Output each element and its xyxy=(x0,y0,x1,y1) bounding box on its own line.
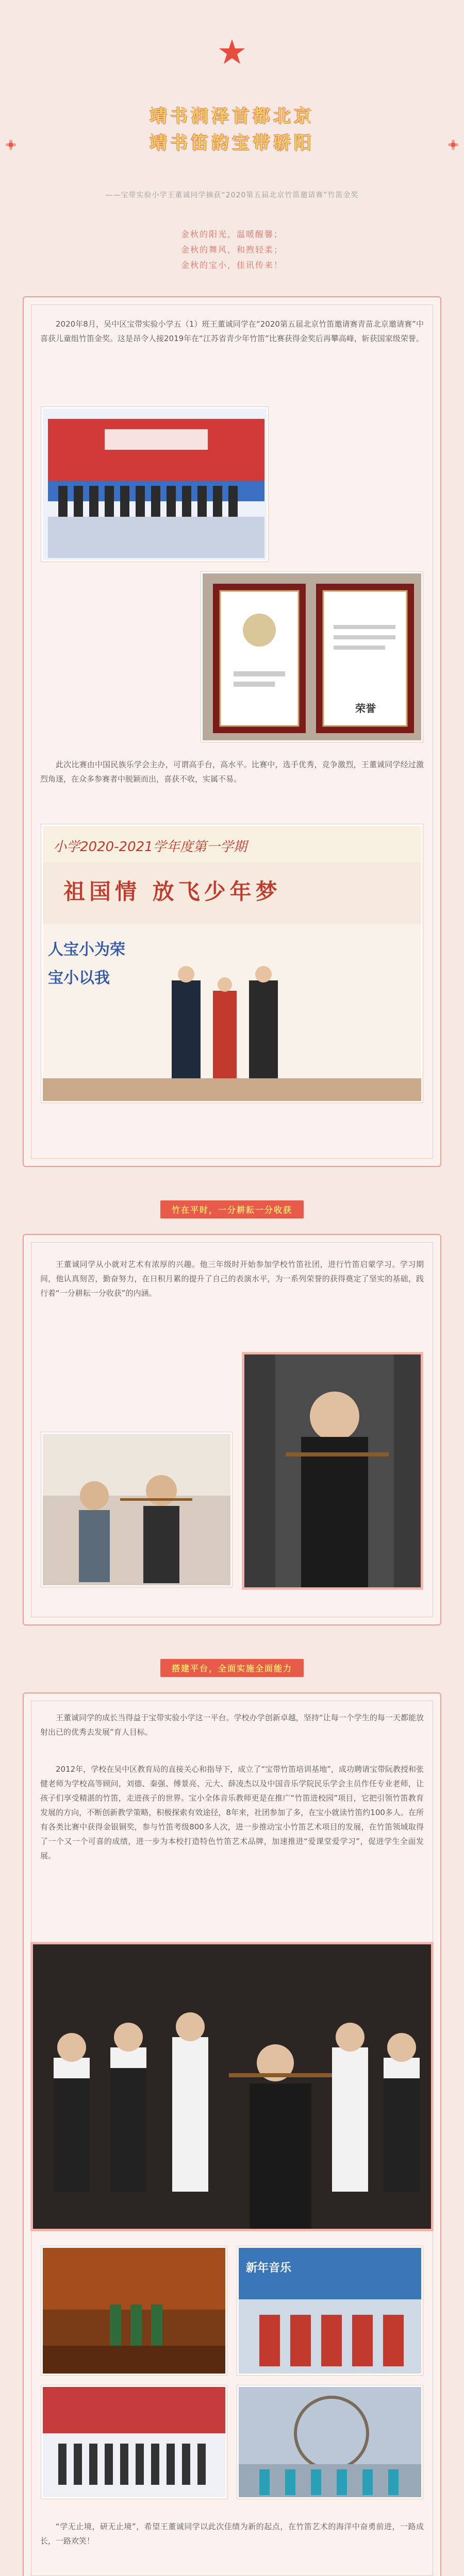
stage-performance-image xyxy=(43,2248,227,2375)
section3-paragraph-2: 2012年，学校在吴中区教育局的直接关心和指导下，成立了“宝带竹笛培训基地”，成功聘请宝带阮教授和张健老师为学校高等顾问，刘德、秦强、傅景亮、元大、薛凌杰以及中国音乐学院民乐学会主员作任专业老师，让孩子们享受精湛的竹笛，走进孩子的世界。宝小全体音乐教师更是在推广“竹笛进校园”项目，它把引领竹笛教育发展的方向，不断创新教学策略，积极探索有效途径，8年来，社团参加了多，在宝小就读竹笛约100多人。在所有各类比赛中获得金银铜奖，参与竹笛考级800多人次，进一步推动宝小竹笛艺术项目的发展，在竹笛领域取得了一个又一个可喜的成绩，进一步为本校打造特色竹笛艺术品牌，加速推进“爱课堂爱学习”，促进学生全面发展。 xyxy=(40,1765,424,1860)
poem-line: 金秋的宝小，佳讯传来！ xyxy=(180,260,283,270)
ensemble-image xyxy=(33,1944,433,2231)
awards-group-photo xyxy=(237,2246,423,2375)
section2-tag-label: 竹在平时，一分耕耘一分收获 xyxy=(160,1200,304,1218)
certificate-image xyxy=(203,573,423,742)
stage-group-photo xyxy=(41,407,268,562)
banner-text-top: 小学2020-2021学年度第一学期 xyxy=(53,839,247,855)
star-icon xyxy=(218,37,246,66)
flute-portrait-photo xyxy=(242,1352,423,1589)
article-title xyxy=(0,103,464,157)
practice-image xyxy=(43,1434,232,1587)
banner-text-left-2: 宝小以我 xyxy=(48,969,110,987)
stage-performance-photo xyxy=(41,2246,227,2375)
poem-line: 金秋的舞风，和煦轻柔； xyxy=(180,245,283,255)
stage-banner-text: 新年音乐 xyxy=(246,2262,292,2275)
section3-paragraph-1: 王董诚同学的成长当得益于宝带实验小学这一平台。学校办学创新卓越，坚持“让每一个学生的每一天都能放射出已的优秀去发展”育人目标。 xyxy=(40,1713,424,1737)
section1-paragraph-1: 2020年8月，吴中区宝带实验小学五（1）班王董诚同学在“2020第五届北京竹笛邀请赛青苗北京邀请赛”中喜获儿童组竹笛金奖。这是昂令人接2019年在“江苏省青少年竹笛”比赛获得金奖后再攀高峰，斩获国家级荣誉。 xyxy=(40,319,424,343)
title-line-2: 靖书笛韵宝带骄阳 xyxy=(150,133,314,154)
certificate-photo xyxy=(201,572,423,742)
ferris-wheel-photo xyxy=(237,2385,423,2499)
title-line-1: 靖书润泽首都北京 xyxy=(150,106,314,127)
award-banner-photo xyxy=(41,824,423,1103)
section3-tag-label: 搭建平台，全面实施全面能力 xyxy=(160,1659,304,1677)
ensemble-photo xyxy=(31,1942,433,2231)
section3-tag xyxy=(0,1659,464,1677)
section2-paragraph: 王董诚同学从小就对艺术有浓厚的兴趣。他三年级时开始参加学校竹笛社团，进行竹笛启蒙学习。学习期间，他认真刻苦，勤奋努力，在日积月累的提升了自己的表演水平，为一系列荣誉的获得奠定了坚实的基础，践行着“一分耕耘一分收获”的内涵。 xyxy=(40,1260,424,1298)
article-subtitle: ——宝带实验小学王董诚同学摘获“2020第五届北京竹笛邀请赛”竹笛金奖 xyxy=(105,191,359,199)
award-banner-image xyxy=(43,826,423,1103)
intro-poem xyxy=(0,227,464,273)
band-stage-image xyxy=(43,2387,227,2499)
flute-portrait-image xyxy=(244,1354,423,1589)
section2-tag xyxy=(0,1200,464,1218)
poem-line: 金秋的阳光，温暖醒馨； xyxy=(180,229,283,239)
banner-text-mid: 祖国情 放飞少年梦 xyxy=(63,879,281,904)
practice-photo xyxy=(41,1432,232,1587)
stage-group-image xyxy=(43,409,268,562)
section3-closing: “学无止境，研无止境”，希望王董诚同学以此次佳绩为新的起点，在竹笛艺术的海洋中奋勇前进，一路成长，一路欢笑！ xyxy=(40,2522,424,2546)
header-star xyxy=(0,37,464,68)
banner-text-left-1: 人宝小为荣 xyxy=(48,941,125,959)
ferris-wheel-image xyxy=(239,2387,423,2499)
certificate-label: 荣誉 xyxy=(355,702,376,715)
section1-paragraph-2: 此次比赛由中国民族乐学会主办，可谓高手台，高水平。比赛中，选手优秀，竞争激烈，王董诚同学经过激烈角逐，在众多参赛者中脱颖而出，喜获不收，实属不易。 xyxy=(40,760,424,784)
band-stage-photo xyxy=(41,2385,227,2499)
